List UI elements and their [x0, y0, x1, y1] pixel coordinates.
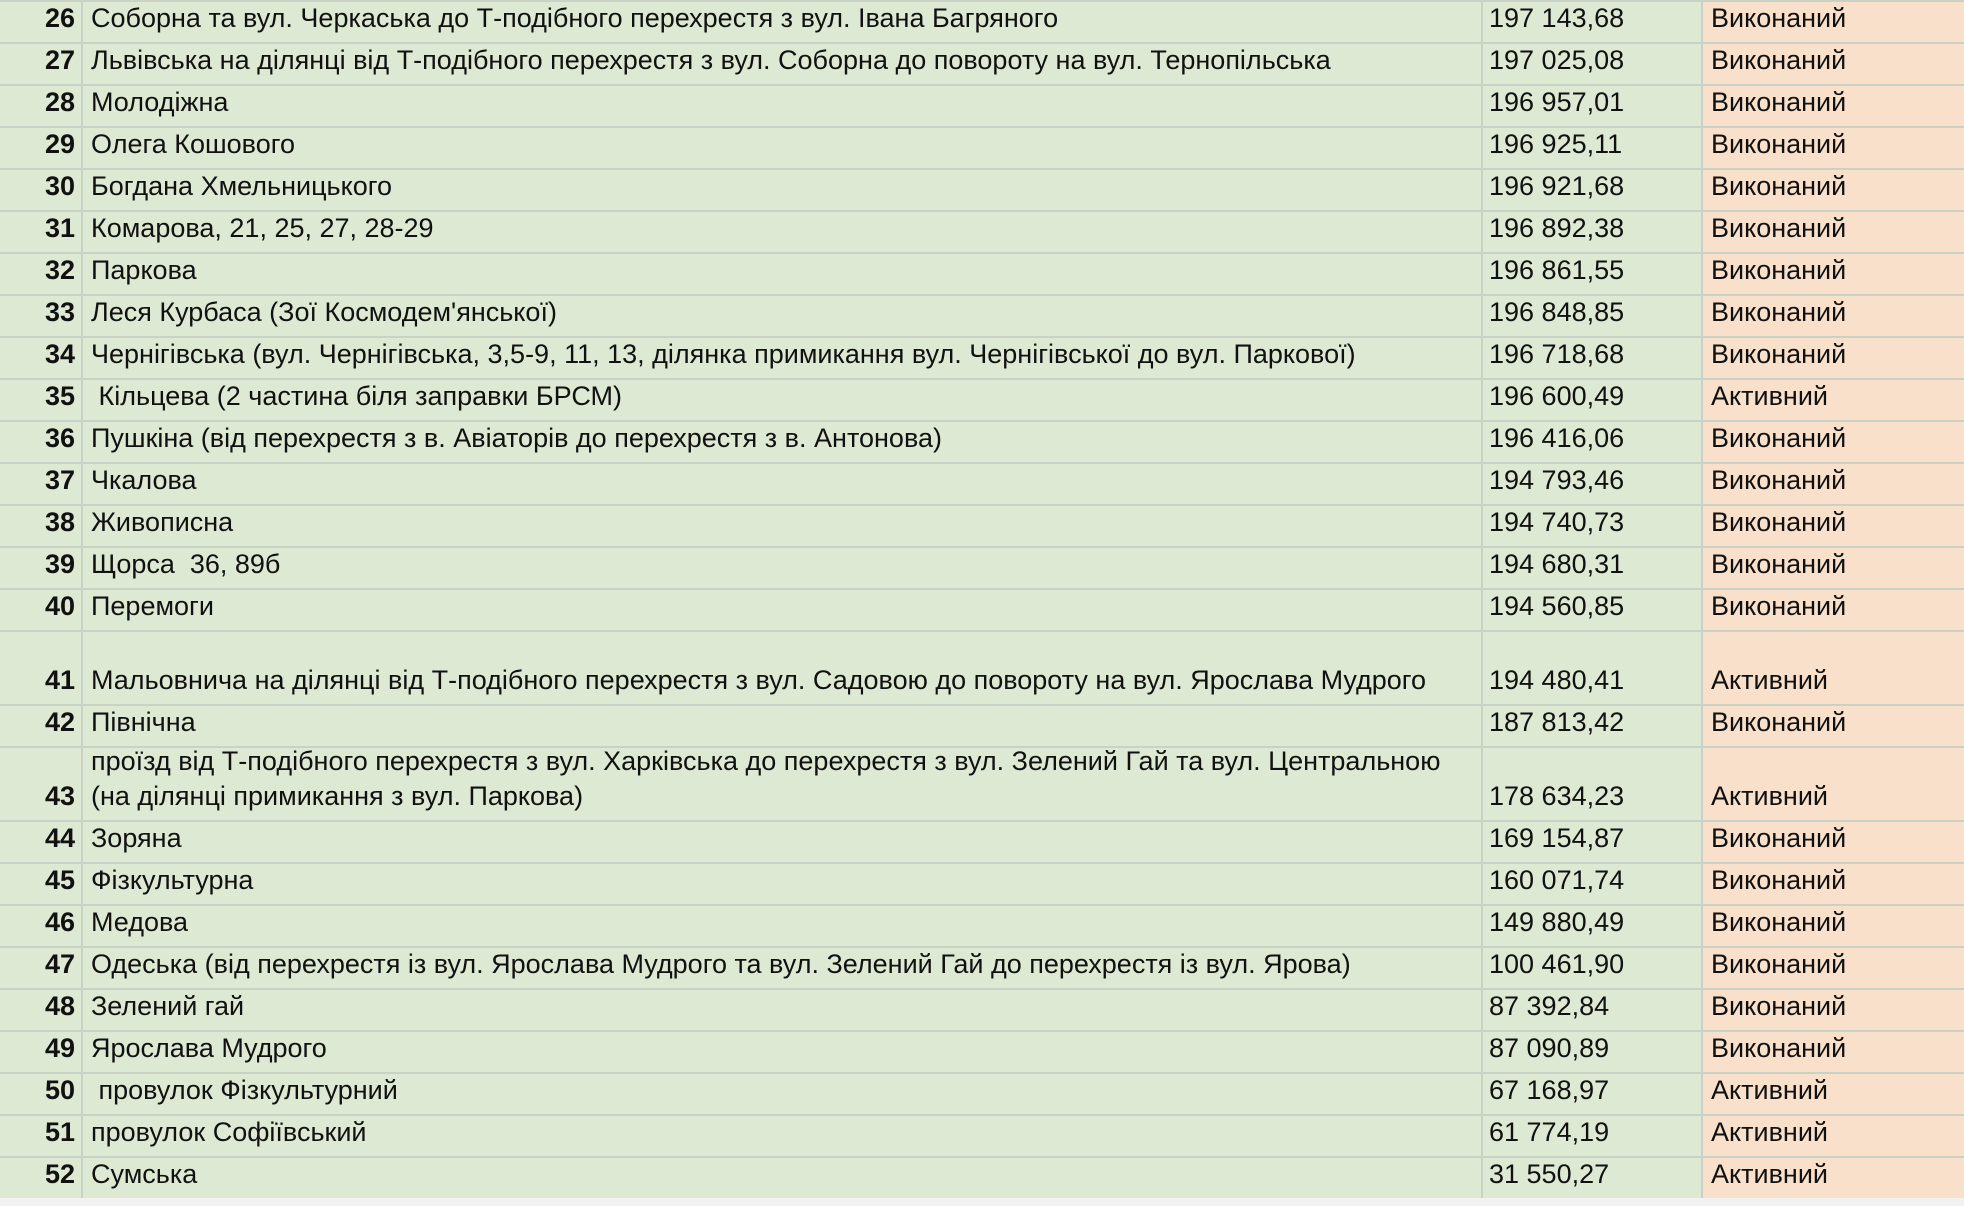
row-number-cell-text: 51 — [44, 1117, 75, 1147]
status-cell-text: Виконаний — [1711, 549, 1847, 579]
street-name-cell[interactable] — [83, 706, 1483, 746]
amount-cell-text: 67 168,97 — [1489, 1075, 1610, 1105]
row-number-cell[interactable] — [0, 1074, 83, 1114]
row-number-cell-text: 29 — [44, 129, 75, 159]
status-cell-text: Виконаний — [1711, 991, 1847, 1021]
row-number-cell[interactable] — [0, 822, 83, 862]
street-name-cell-text: провулок Фізкультурний — [91, 1075, 398, 1105]
row-number-cell-text: 50 — [44, 1075, 75, 1105]
amount-cell-text: 87 090,89 — [1489, 1033, 1610, 1063]
street-name-cell-text: Чкалова — [91, 465, 197, 495]
status-cell[interactable] — [1703, 1074, 1964, 1114]
table-row[interactable] — [0, 1158, 1964, 1200]
amount-cell-text: 196 848,85 — [1489, 297, 1625, 327]
amount-cell-text: 197 143,68 — [1489, 3, 1625, 33]
row-number-cell-text: 41 — [44, 665, 75, 695]
street-name-cell[interactable] — [83, 422, 1483, 462]
status-cell[interactable] — [1703, 632, 1964, 704]
amount-cell-text: 187 813,42 — [1489, 707, 1625, 737]
row-number-cell-text: 34 — [44, 339, 75, 369]
amount-cell[interactable] — [1483, 822, 1703, 862]
row-number-cell-text: 32 — [44, 255, 75, 285]
row-number-cell[interactable] — [0, 506, 83, 546]
status-cell[interactable] — [1703, 706, 1964, 746]
amount-cell-text: 194 740,73 — [1489, 507, 1625, 537]
street-name-cell-text: Пушкіна (від перехрестя з в. Авіаторів до перехрестя з в. Антонова) — [91, 423, 943, 453]
table-row[interactable] — [0, 706, 1964, 748]
amount-cell-text: 196 718,68 — [1489, 339, 1625, 369]
status-cell[interactable] — [1703, 44, 1964, 84]
row-number-cell[interactable] — [0, 548, 83, 588]
street-name-cell[interactable] — [83, 380, 1483, 420]
amount-cell-text: 31 550,27 — [1489, 1159, 1610, 1189]
row-number-cell-text: 35 — [44, 381, 75, 411]
amount-cell[interactable] — [1483, 990, 1703, 1030]
street-name-cell-text: Чернігівська (вул. Чернігівська, 3,5-9, 11, 13, ділянка примикання вул. Чернігівської до вул. Паркової) — [91, 339, 1356, 369]
row-number-cell[interactable] — [0, 422, 83, 462]
street-name-cell-text: провулок Софіївський — [91, 1117, 367, 1147]
row-number-cell[interactable] — [0, 296, 83, 336]
street-name-cell-text: Зелений гай — [91, 991, 245, 1021]
table-row[interactable] — [0, 590, 1964, 632]
status-cell[interactable] — [1703, 864, 1964, 904]
amount-cell[interactable] — [1483, 422, 1703, 462]
status-cell[interactable] — [1703, 906, 1964, 946]
status-cell[interactable] — [1703, 296, 1964, 336]
row-number-cell[interactable] — [0, 338, 83, 378]
amount-cell-text: 169 154,87 — [1489, 823, 1625, 853]
street-name-cell-text: Кільцева (2 частина біля заправки БРСМ) — [91, 381, 622, 411]
status-cell[interactable] — [1703, 128, 1964, 168]
amount-cell[interactable] — [1483, 590, 1703, 630]
street-name-cell[interactable] — [83, 338, 1483, 378]
status-cell[interactable] — [1703, 548, 1964, 588]
status-cell-text: Виконаний — [1711, 865, 1847, 895]
amount-cell[interactable] — [1483, 128, 1703, 168]
table-row[interactable] — [0, 948, 1964, 990]
amount-cell-text: 149 880,49 — [1489, 907, 1625, 937]
street-name-cell[interactable] — [83, 1116, 1483, 1156]
amount-cell-text: 196 892,38 — [1489, 213, 1625, 243]
street-name-cell-text: Комарова, 21, 25, 27, 28-29 — [91, 213, 434, 243]
amount-cell-text: 196 925,11 — [1489, 129, 1623, 159]
row-number-cell[interactable] — [0, 1116, 83, 1156]
status-cell-text: Виконаний — [1711, 255, 1847, 285]
status-cell-text: Виконаний — [1711, 213, 1847, 243]
row-number-cell-text: 27 — [44, 45, 75, 75]
row-number-cell-text: 38 — [44, 507, 75, 537]
street-name-cell-text: Фізкультурна — [91, 865, 254, 895]
amount-cell-text: 196 600,49 — [1489, 381, 1625, 411]
status-cell[interactable] — [1703, 1158, 1964, 1198]
status-cell-text: Виконаний — [1711, 339, 1847, 369]
street-name-cell-text: Ярослава Мудрого — [91, 1033, 327, 1063]
amount-cell-text: 61 774,19 — [1489, 1117, 1610, 1147]
row-number-cell[interactable] — [0, 632, 83, 704]
table-row[interactable] — [0, 422, 1964, 464]
amount-cell-text: 178 634,23 — [1489, 781, 1625, 811]
row-number-cell[interactable] — [0, 748, 83, 820]
row-number-cell[interactable] — [0, 990, 83, 1030]
amount-cell[interactable] — [1483, 2, 1703, 42]
amount-cell[interactable] — [1483, 632, 1703, 704]
status-cell[interactable] — [1703, 170, 1964, 210]
row-number-cell[interactable] — [0, 44, 83, 84]
row-number-cell[interactable] — [0, 86, 83, 126]
status-cell[interactable] — [1703, 590, 1964, 630]
row-number-cell-text: 46 — [44, 907, 75, 937]
status-cell-text: Виконаний — [1711, 823, 1847, 853]
status-cell[interactable] — [1703, 2, 1964, 42]
amount-cell[interactable] — [1483, 1032, 1703, 1072]
table-row[interactable] — [0, 128, 1964, 170]
row-number-cell-text: 42 — [44, 707, 75, 737]
street-name-cell-text: Північна — [91, 707, 196, 737]
status-cell[interactable] — [1703, 1032, 1964, 1072]
row-number-cell-text: 26 — [44, 3, 75, 33]
row-number-cell[interactable] — [0, 906, 83, 946]
sheet-bottom-edge — [0, 1198, 1964, 1206]
amount-cell[interactable] — [1483, 1158, 1703, 1198]
street-name-cell[interactable] — [83, 1032, 1483, 1072]
row-number-cell-text: 44 — [44, 823, 75, 853]
status-cell-text: Активний — [1711, 665, 1828, 695]
amount-cell[interactable] — [1483, 1074, 1703, 1114]
table-row[interactable] — [0, 464, 1964, 506]
row-number-cell[interactable] — [0, 590, 83, 630]
amount-cell-text: 194 680,31 — [1489, 549, 1625, 579]
amount-cell-text: 197 025,08 — [1489, 45, 1625, 75]
status-cell-text: Активний — [1711, 381, 1828, 411]
row-number-cell[interactable] — [0, 706, 83, 746]
street-name-cell[interactable] — [83, 212, 1483, 252]
status-cell[interactable] — [1703, 338, 1964, 378]
row-number-cell-text: 52 — [44, 1159, 75, 1189]
table-row[interactable] — [0, 296, 1964, 338]
table-row[interactable] — [0, 254, 1964, 296]
row-number-cell[interactable] — [0, 464, 83, 504]
street-name-cell-text: Сумська — [91, 1159, 198, 1189]
street-name-cell-text: Молодіжна — [91, 87, 229, 117]
amount-cell[interactable] — [1483, 44, 1703, 84]
street-name-cell[interactable] — [83, 44, 1483, 84]
status-cell[interactable] — [1703, 254, 1964, 294]
street-name-cell[interactable] — [83, 748, 1483, 820]
table-row[interactable] — [0, 380, 1964, 422]
amount-cell[interactable] — [1483, 86, 1703, 126]
amount-cell[interactable] — [1483, 506, 1703, 546]
amount-cell[interactable] — [1483, 254, 1703, 294]
status-cell[interactable] — [1703, 822, 1964, 862]
row-number-cell[interactable] — [0, 2, 83, 42]
row-number-cell[interactable] — [0, 170, 83, 210]
amount-cell[interactable] — [1483, 464, 1703, 504]
street-name-cell[interactable] — [83, 632, 1483, 704]
table-row[interactable] — [0, 1074, 1964, 1116]
amount-cell[interactable] — [1483, 338, 1703, 378]
street-name-cell-text: Паркова — [91, 255, 197, 285]
row-number-cell-text: 28 — [44, 87, 75, 117]
amount-cell[interactable] — [1483, 706, 1703, 746]
amount-cell[interactable] — [1483, 864, 1703, 904]
status-cell[interactable] — [1703, 948, 1964, 988]
status-cell-text: Виконаний — [1711, 3, 1847, 33]
row-number-cell[interactable] — [0, 864, 83, 904]
amount-cell[interactable] — [1483, 296, 1703, 336]
row-number-cell-text: 39 — [44, 549, 75, 579]
amount-cell-text: 196 921,68 — [1489, 171, 1625, 201]
table-row[interactable] — [0, 864, 1964, 906]
street-name-cell[interactable] — [83, 1074, 1483, 1114]
street-name-cell-text: Перемоги — [91, 591, 214, 621]
row-number-cell-text: 30 — [44, 171, 75, 201]
table-row[interactable] — [0, 86, 1964, 128]
amount-cell-text: 194 560,85 — [1489, 591, 1625, 621]
row-number-cell-text: 47 — [44, 949, 75, 979]
status-cell-text: Виконаний — [1711, 465, 1847, 495]
table-row[interactable] — [0, 44, 1964, 86]
amount-cell-text: 196 861,55 — [1489, 255, 1625, 285]
amount-cell-text: 87 392,84 — [1489, 991, 1610, 1021]
street-name-cell[interactable] — [83, 864, 1483, 904]
row-number-cell-text: 48 — [44, 991, 75, 1021]
street-name-cell[interactable] — [83, 990, 1483, 1030]
street-name-cell-text: Одеська (від перехрестя із вул. Ярослава Мудрого та вул. Зелений Гай до перехрестя із вул. Ярова) — [91, 949, 1351, 979]
status-cell-text: Виконаний — [1711, 949, 1847, 979]
table-row[interactable] — [0, 822, 1964, 864]
row-number-cell[interactable] — [0, 380, 83, 420]
table-row[interactable] — [0, 212, 1964, 254]
table-row[interactable] — [0, 1116, 1964, 1158]
row-number-cell-text: 43 — [44, 781, 75, 811]
street-name-cell-text: Львівська на ділянці від Т-подібного перехрестя з вул. Соборна до повороту на вул. Тернопільська — [91, 45, 1331, 75]
status-cell-text: Активний — [1711, 1117, 1828, 1147]
status-cell-text: Виконаний — [1711, 45, 1847, 75]
status-cell[interactable] — [1703, 464, 1964, 504]
table-row[interactable] — [0, 170, 1964, 212]
street-name-cell-text: Щорса 36, 89б — [91, 549, 281, 579]
street-name-cell[interactable] — [83, 948, 1483, 988]
amount-cell-text: 196 416,06 — [1489, 423, 1625, 453]
table-row[interactable] — [0, 990, 1964, 1032]
row-number-cell-text: 37 — [44, 465, 75, 495]
street-name-cell-text: Соборна та вул. Черкаська до Т-подібного перехрестя з вул. Івана Багряного — [91, 3, 1059, 33]
row-number-cell-text: 49 — [44, 1033, 75, 1063]
status-cell-text: Виконаний — [1711, 1033, 1847, 1063]
amount-cell[interactable] — [1483, 948, 1703, 988]
status-cell-text: Виконаний — [1711, 129, 1847, 159]
status-cell-text: Виконаний — [1711, 507, 1847, 537]
amount-cell-text: 160 071,74 — [1489, 865, 1625, 895]
street-name-cell[interactable] — [83, 296, 1483, 336]
street-name-cell-text: проїзд від Т-подібного перехрестя з вул. Харківська до перехрестя з вул. Зелений Гай та вул. Центральною (на ділянці примикання з вул. Паркова) — [91, 748, 1448, 811]
street-name-cell-text: Леся Курбаса (Зої Космодем'янської) — [91, 297, 557, 327]
street-name-cell[interactable] — [83, 1158, 1483, 1198]
status-cell[interactable] — [1703, 990, 1964, 1030]
status-cell-text: Активний — [1711, 1075, 1828, 1105]
status-cell-text: Виконаний — [1711, 87, 1847, 117]
status-cell[interactable] — [1703, 748, 1964, 820]
status-cell-text: Виконаний — [1711, 907, 1847, 937]
amount-cell[interactable] — [1483, 380, 1703, 420]
street-name-cell[interactable] — [83, 2, 1483, 42]
amount-cell-text: 194 480,41 — [1489, 665, 1625, 695]
status-cell[interactable] — [1703, 86, 1964, 126]
row-number-cell[interactable] — [0, 128, 83, 168]
amount-cell-text: 194 793,46 — [1489, 465, 1625, 495]
status-cell[interactable] — [1703, 380, 1964, 420]
street-name-cell[interactable] — [83, 506, 1483, 546]
street-name-cell[interactable] — [83, 254, 1483, 294]
table-row[interactable] — [0, 506, 1964, 548]
table-row[interactable] — [0, 1032, 1964, 1074]
row-number-cell[interactable] — [0, 948, 83, 988]
street-name-cell[interactable] — [83, 590, 1483, 630]
street-name-cell-text: Зоряна — [91, 823, 182, 853]
status-cell-text: Активний — [1711, 781, 1828, 811]
amount-cell[interactable] — [1483, 170, 1703, 210]
street-name-cell-text: Олега Кошового — [91, 129, 295, 159]
row-number-cell[interactable] — [0, 1032, 83, 1072]
status-cell-text: Виконаний — [1711, 171, 1847, 201]
table-row[interactable] — [0, 632, 1964, 706]
street-name-cell[interactable] — [83, 464, 1483, 504]
amount-cell[interactable] — [1483, 906, 1703, 946]
row-number-cell[interactable] — [0, 1158, 83, 1198]
status-cell-text: Виконаний — [1711, 297, 1847, 327]
status-cell[interactable] — [1703, 212, 1964, 252]
status-cell[interactable] — [1703, 1116, 1964, 1156]
row-number-cell-text: 31 — [44, 213, 75, 243]
row-number-cell-text: 45 — [44, 865, 75, 895]
status-cell-text: Виконаний — [1711, 591, 1847, 621]
status-cell-text: Виконаний — [1711, 423, 1847, 453]
table-row[interactable] — [0, 748, 1964, 822]
status-cell[interactable] — [1703, 422, 1964, 462]
amount-cell[interactable] — [1483, 212, 1703, 252]
status-cell-text: Активний — [1711, 1159, 1828, 1189]
street-name-cell-text: Медова — [91, 907, 189, 937]
street-name-cell[interactable] — [83, 548, 1483, 588]
table-row[interactable] — [0, 906, 1964, 948]
amount-cell[interactable] — [1483, 1116, 1703, 1156]
street-name-cell[interactable] — [83, 170, 1483, 210]
row-number-cell[interactable] — [0, 212, 83, 252]
street-name-cell[interactable] — [83, 906, 1483, 946]
status-cell[interactable] — [1703, 506, 1964, 546]
street-name-cell[interactable] — [83, 822, 1483, 862]
table-row[interactable] — [0, 2, 1964, 44]
street-name-cell-text: Живописна — [91, 507, 234, 537]
row-number-cell-text: 40 — [44, 591, 75, 621]
amount-cell-text: 196 957,01 — [1489, 87, 1625, 117]
street-name-cell-text: Богдана Хмельницького — [91, 171, 393, 201]
row-number-cell[interactable] — [0, 254, 83, 294]
row-number-cell-text: 33 — [44, 297, 75, 327]
table-row[interactable] — [0, 548, 1964, 590]
street-name-cell[interactable] — [83, 128, 1483, 168]
amount-cell-text: 100 461,90 — [1489, 949, 1625, 979]
status-cell-text: Виконаний — [1711, 707, 1847, 737]
amount-cell[interactable] — [1483, 748, 1703, 820]
street-name-cell[interactable] — [83, 86, 1483, 126]
street-name-cell-text: Мальовнича на ділянці від Т-подібного перехрестя з вул. Садовою до повороту на вул. Ярослава Мудрого — [91, 665, 1427, 695]
amount-cell[interactable] — [1483, 548, 1703, 588]
table-row[interactable] — [0, 338, 1964, 380]
row-number-cell-text: 36 — [44, 423, 75, 453]
